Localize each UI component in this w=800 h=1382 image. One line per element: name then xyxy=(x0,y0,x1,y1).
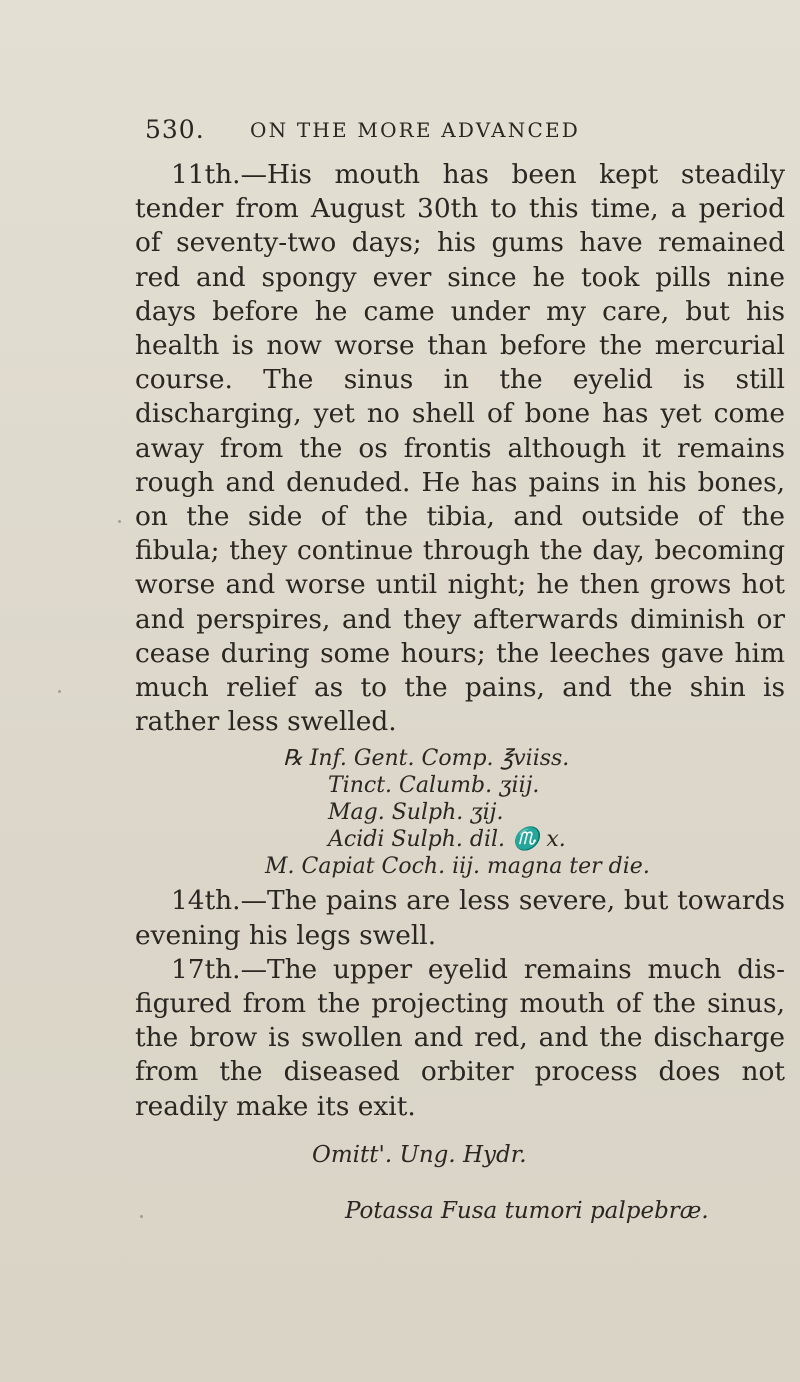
paper-speck xyxy=(140,1215,143,1218)
omit-ointment-line: Omitt'. Ung. Hydr. xyxy=(312,1141,527,1168)
paragraph-17th: 17th.—The upper eyelid remains much dis-figured from the projecting mouth of the sinus, the brow is swollen and red, and the discharge from the diseased orbiter process does not readily make its exit. xyxy=(135,953,785,1122)
prescription-line-tincture: Tinct. Calumb. ʒiij. xyxy=(328,773,540,799)
page-header xyxy=(145,115,785,151)
prescription-line-infusion: ℞ Inf. Gent. Comp. ℥viiss. xyxy=(283,746,570,772)
prescription-line-acid: Acidi Sulph. dil. ♏ x. xyxy=(328,827,566,853)
paragraph-11th: 11th.—His mouth has been kept steadily tender from August 30th to this time, a period of seventy-two days; his gums have remained red and spongy ever since he took pills nine days before he came under my care, but his health is now worse than before the mercurial course. The sinus in the eyelid is still discharging, yet no shell of bone has yet come away from the os frontis although it remains rough and denuded. He has pains in his bones, on the side of the tibia, and outside of the fibula; they continue through the day, becoming worse and worse until night; he then grows hot and perspires, and they afterwards diminish or cease during some hours; the leeches gave him much relief as to the pains, and the shin is rather less swelled. xyxy=(135,159,785,738)
paper-speck xyxy=(58,690,61,693)
prescription-directions: M. Capiat Coch. iij. magna ter die. xyxy=(265,854,650,880)
paper-speck xyxy=(118,520,121,523)
paragraph-14th: 14th.—The pains are less severe, but towards evening his legs swell. xyxy=(135,885,785,951)
prescription-line-magnesia: Mag. Sulph. ʒij. xyxy=(328,800,504,826)
running-head: ON THE MORE ADVANCED xyxy=(250,118,580,142)
page-number: 530. xyxy=(145,115,205,144)
prescription xyxy=(135,745,785,880)
body-text xyxy=(135,158,785,1224)
potassa-line: Potassa Fusa tumori palpebræ. xyxy=(345,1197,709,1224)
